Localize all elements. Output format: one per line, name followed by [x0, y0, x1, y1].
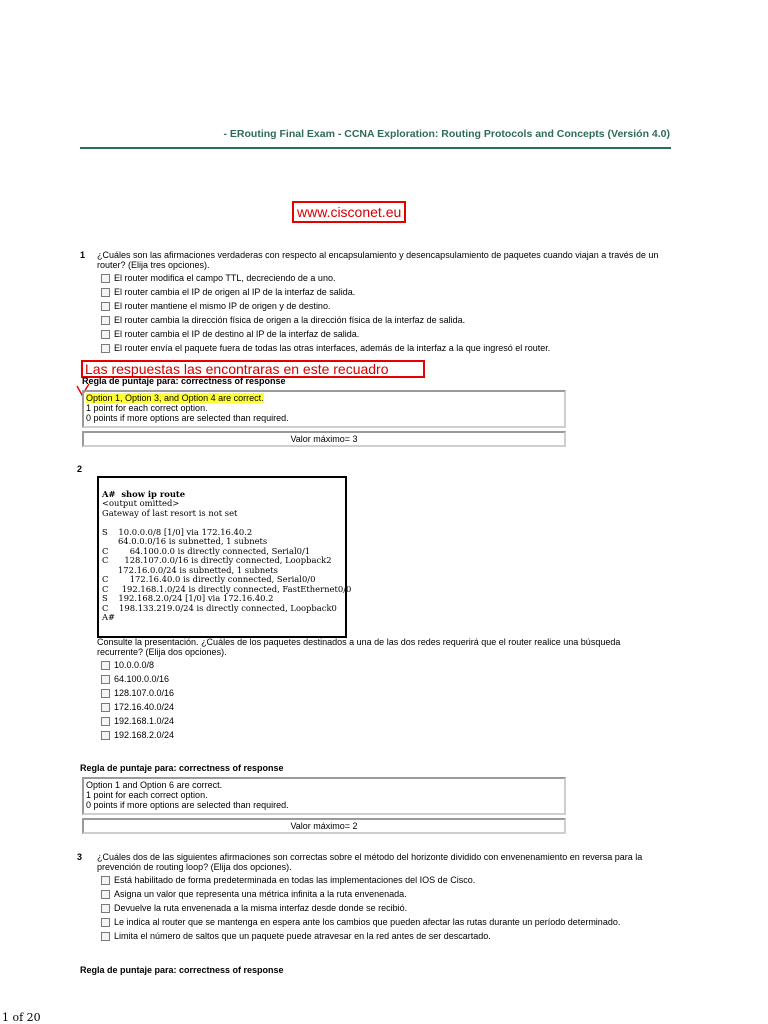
- exhibit-line: 64.0.0.0/16 is subnetted, 1 subnets: [102, 536, 268, 546]
- document-header: - ERouting Final Exam - CCNA Exploration: Routing Protocols and Concepts (Versión 4.0): [223, 128, 670, 140]
- checkbox[interactable]: [101, 344, 110, 353]
- exhibit-line: C 192.168.1.0/24 is directly connected, FastEthernet0/0: [102, 583, 352, 594]
- option[interactable]: El router modifica el campo TTL, decreciendo de a uno.: [101, 271, 550, 285]
- checkbox[interactable]: [101, 890, 110, 899]
- option[interactable]: El router cambia la dirección física de origen a la dirección física de la interfaz de salida.: [101, 313, 550, 327]
- checkbox[interactable]: [101, 288, 110, 297]
- exhibit-line: A#: [102, 612, 116, 622]
- question-3-number: 3: [77, 852, 83, 862]
- checkbox[interactable]: [101, 918, 110, 927]
- question-2-number: 2: [77, 464, 83, 474]
- option[interactable]: Devuelve la ruta envenenada a la misma interfaz desde donde se recibió.: [101, 901, 620, 915]
- answer-box: [82, 390, 566, 428]
- max-value-box: Valor máximo= 3: [82, 431, 566, 447]
- exhibit-line: C 64.100.0.0 is directly connected, Serial0/1: [102, 545, 311, 556]
- option[interactable]: Asigna un valor que representa una métrica infinita a la ruta envenenada.: [101, 887, 620, 901]
- option[interactable]: 192.168.2.0/24: [101, 728, 174, 742]
- option[interactable]: 10.0.0.0/8: [101, 658, 174, 672]
- answer-line: 0 points if more options are selected than required.: [86, 413, 289, 423]
- exhibit-line: 172.16.0.0/24 is subnetted, 1 subnets: [102, 564, 278, 575]
- option[interactable]: 172.16.40.0/24: [101, 700, 174, 714]
- exhibit-line: S 192.168.2.0/24 [1/0] via 172.16.40.2: [102, 593, 274, 603]
- checkbox[interactable]: [101, 876, 110, 885]
- exhibit-line: Gateway of last resort is not set: [102, 507, 238, 518]
- option[interactable]: 128.107.0.0/16: [101, 686, 174, 700]
- question-2-text: Consulte la presentación. ¿Cuáles de los paquetes destinados a una de las dos redes requerirá que el router realice una búsqueda recurrente? (Elija dos opciones).: [97, 637, 621, 657]
- answer-line: 0 points if more options are selected than required.: [86, 800, 289, 810]
- checkbox[interactable]: [101, 717, 110, 726]
- max-value-box: Valor máximo= 2: [82, 818, 566, 834]
- exhibit-line: C 128.107.0.0/16 is directly connected, Loopback2: [102, 555, 332, 565]
- answer-line: 1 point for each correct option.: [86, 790, 208, 800]
- exhibit-line: C 172.16.40.0 is directly connected, Serial0/0: [102, 574, 316, 584]
- checkbox[interactable]: [101, 904, 110, 913]
- question-3-text: ¿Cuáles dos de las siguientes afirmaciones son correctas sobre el método del horizonte dividido con envenenamiento en reversa para la prevención de routing loop? (Elija dos opciones).: [97, 852, 643, 872]
- site-link[interactable]: www.cisconet.eu: [292, 201, 406, 223]
- question-3-options: [101, 873, 620, 943]
- option[interactable]: El router mantiene el mismo IP de origen y de destino.: [101, 299, 550, 313]
- scoring-label: Regla de puntaje para: correctness of response: [80, 763, 284, 773]
- option[interactable]: 192.168.1.0/24: [101, 714, 174, 728]
- checkbox[interactable]: [101, 731, 110, 740]
- question-1-number: 1: [80, 250, 86, 260]
- option[interactable]: El router envía el paquete fuera de todas las otras interfaces, además de la interfaz a la que ingresó el router.: [101, 341, 550, 355]
- answer-box: [82, 777, 566, 815]
- answers-note-box: Las respuestas las encontraras en este recuadro: [81, 360, 425, 378]
- option[interactable]: El router cambia el IP de destino al IP de la interfaz de salida.: [101, 327, 550, 341]
- option[interactable]: Limita el número de saltos que un paquete puede atravesar en la red antes de ser descartado.: [101, 929, 620, 943]
- page-number: 1 of 20: [2, 1011, 41, 1024]
- correct-answer: Option 1, Option 3, and Option 4 are correct.: [86, 393, 264, 403]
- scoring-label: Regla de puntaje para: correctness of response: [82, 376, 286, 386]
- checkbox[interactable]: [101, 316, 110, 325]
- header-rule: [80, 147, 671, 149]
- option[interactable]: Está habilitado de forma predeterminada en todas las implementaciones del IOS de Cisco.: [101, 873, 620, 887]
- scoring-label: Regla de puntaje para: correctness of response: [80, 965, 284, 975]
- route-table-exhibit: [97, 476, 352, 638]
- question-2-options: [101, 658, 174, 742]
- checkbox[interactable]: [101, 932, 110, 941]
- checkbox[interactable]: [101, 675, 110, 684]
- exhibit-line: C 198.133.219.0/24 is directly connected, Loopback0: [102, 602, 337, 613]
- checkbox[interactable]: [101, 274, 110, 283]
- checkbox[interactable]: [101, 661, 110, 670]
- checkbox[interactable]: [101, 302, 110, 311]
- answer-line: Option 1 and Option 6 are correct.: [86, 780, 223, 790]
- option[interactable]: El router cambia el IP de origen al IP de la interfaz de salida.: [101, 285, 550, 299]
- exhibit-line: S 10.0.0.0/8 [1/0] via 172.16.40.2: [102, 526, 253, 537]
- option[interactable]: 64.100.0.0/16: [101, 672, 174, 686]
- checkbox[interactable]: [101, 689, 110, 698]
- question-1-options: [101, 271, 550, 355]
- answer-line: 1 point for each correct option.: [86, 403, 208, 413]
- checkbox[interactable]: [101, 330, 110, 339]
- exhibit-line: <output omitted>: [102, 498, 180, 508]
- exhibit-line: A# show ip route: [102, 488, 186, 499]
- checkbox[interactable]: [101, 703, 110, 712]
- option[interactable]: Le indica al router que se mantenga en espera ante los cambios que pueden afectar las rutas durante un período determinado.: [101, 915, 620, 929]
- question-1-text: ¿Cuáles son las afirmaciones verdaderas con respecto al encapsulamiento y desencapsulamiento de paquetes cuando viajan a través de un router? (Elija tres opciones).: [97, 250, 659, 270]
